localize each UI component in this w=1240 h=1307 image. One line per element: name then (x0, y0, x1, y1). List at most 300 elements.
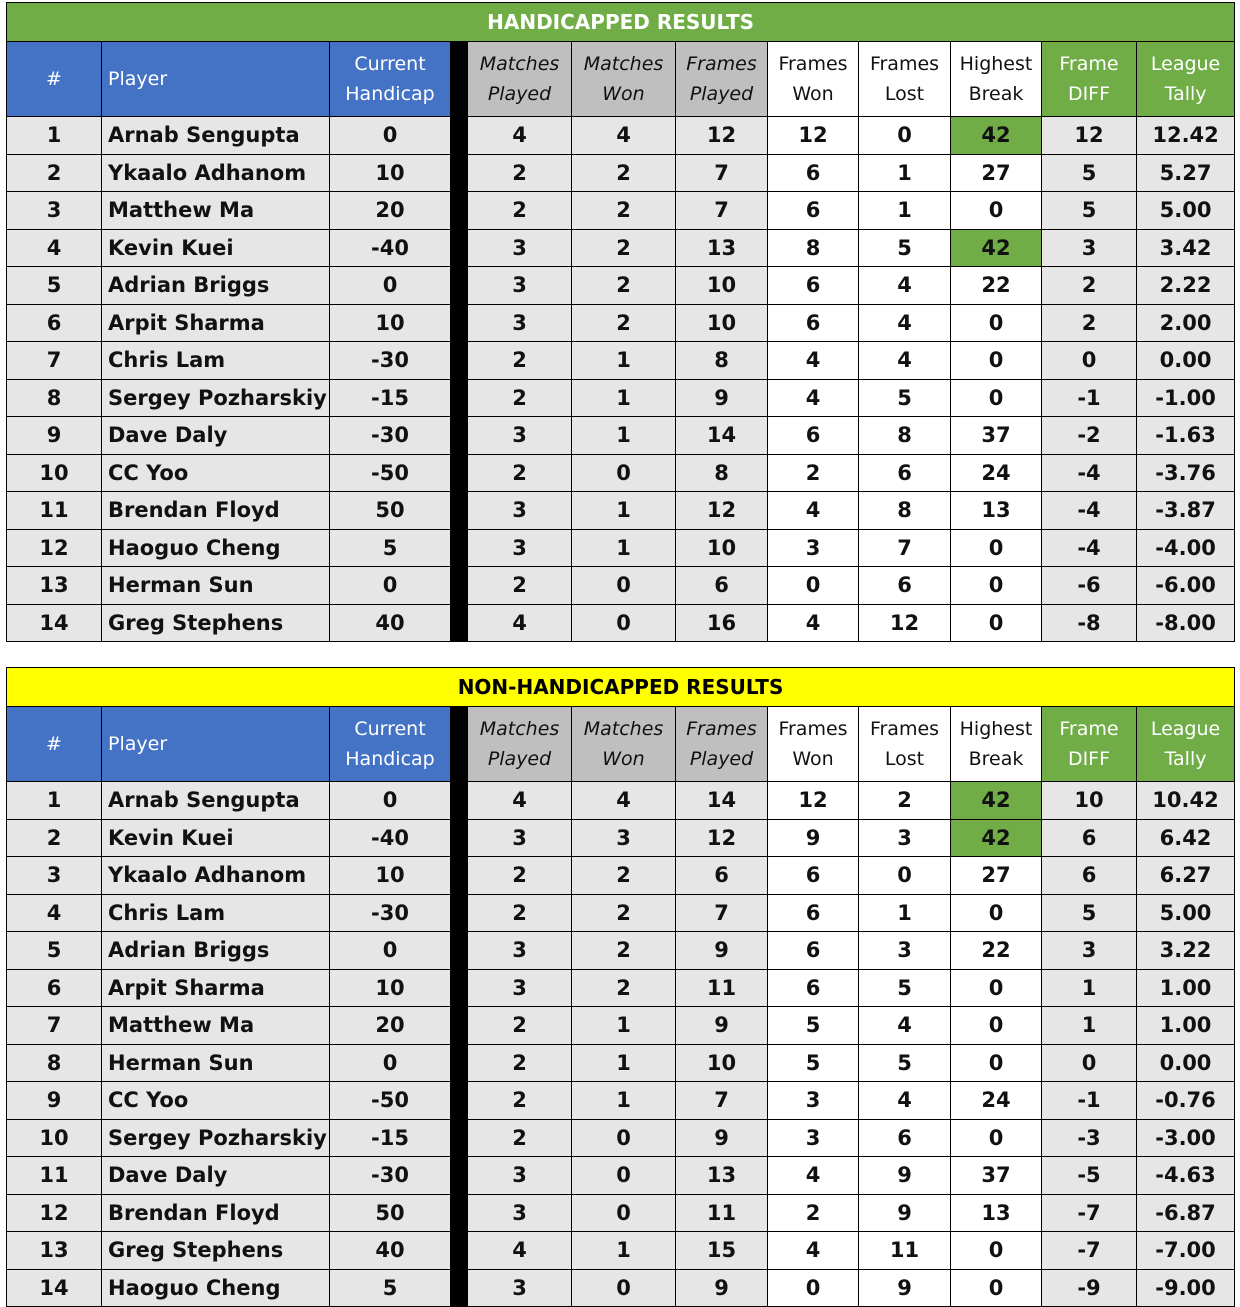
frames-won-cell: 4 (768, 1232, 859, 1270)
league-tally-cell: 1.00 (1137, 1007, 1235, 1045)
matches-played-cell: 2 (468, 1082, 572, 1120)
matches-won-cell: 4 (572, 782, 676, 820)
league-tally-cell: -3.87 (1137, 492, 1235, 530)
player-name-cell: Kevin Kuei (102, 229, 330, 267)
table-row (7, 1194, 1235, 1232)
matches-played-cell: 3 (468, 417, 572, 455)
frames-lost-cell: 9 (859, 1194, 951, 1232)
frames-played-cell: 16 (676, 604, 768, 642)
rank-cell: 6 (7, 969, 102, 1007)
frames-played-cell: 15 (676, 1232, 768, 1270)
frames-won-cell: 4 (768, 604, 859, 642)
league-tally-cell: 5.27 (1137, 154, 1235, 192)
highest-break-cell: 0 (951, 604, 1042, 642)
table-row (7, 932, 1235, 970)
handicap-cell: -15 (330, 379, 451, 417)
league-tally-cell: -6.87 (1137, 1194, 1235, 1232)
highest-break-cell: 0 (951, 894, 1042, 932)
player-name-cell: Chris Lam (102, 894, 330, 932)
matches-played-cell: 2 (468, 894, 572, 932)
frames-won-cell: 6 (768, 857, 859, 895)
frame-diff-cell: -3 (1042, 1119, 1137, 1157)
rank-cell: 7 (7, 1007, 102, 1045)
matches-won-cell: 1 (572, 1007, 676, 1045)
matches-played-cell: 3 (468, 229, 572, 267)
frames-won-cell: 9 (768, 819, 859, 857)
matches-won-cell: 1 (572, 417, 676, 455)
frames-lost-cell: 8 (859, 492, 951, 530)
frame-diff-cell: -4 (1042, 529, 1137, 567)
col-frame-diff-header: Frame DIFF (1042, 707, 1137, 782)
frame-diff-cell: 12 (1042, 117, 1137, 155)
frames-won-cell: 6 (768, 304, 859, 342)
league-tally-cell: -8.00 (1137, 604, 1235, 642)
frame-diff-cell: 5 (1042, 894, 1137, 932)
player-name-cell: Herman Sun (102, 567, 330, 605)
highest-break-cell: 42 (951, 782, 1042, 820)
player-name-cell: Dave Daly (102, 417, 330, 455)
league-tally-cell: 2.22 (1137, 267, 1235, 305)
frames-won-cell: 5 (768, 1007, 859, 1045)
matches-played-cell: 3 (468, 1194, 572, 1232)
column-separator (451, 819, 468, 857)
frame-diff-cell: 0 (1042, 1044, 1137, 1082)
highest-break-cell: 0 (951, 969, 1042, 1007)
header-row (7, 42, 1235, 117)
col-player-header: Player (102, 707, 330, 782)
col-matches-played-header: Matches Played (468, 42, 572, 117)
column-separator (451, 894, 468, 932)
frames-lost-cell: 5 (859, 969, 951, 1007)
table-row (7, 154, 1235, 192)
matches-won-cell: 2 (572, 932, 676, 970)
table-row (7, 267, 1235, 305)
highest-break-cell: 0 (951, 567, 1042, 605)
col-frame-diff-header: Frame DIFF (1042, 42, 1137, 117)
frames-won-cell: 8 (768, 229, 859, 267)
handicap-cell: 0 (330, 1044, 451, 1082)
frame-diff-cell: 2 (1042, 267, 1137, 305)
table-row (7, 567, 1235, 605)
column-separator (451, 1232, 468, 1270)
rank-cell: 14 (7, 604, 102, 642)
league-tally-cell: 5.00 (1137, 192, 1235, 230)
frame-diff-cell: 2 (1042, 304, 1137, 342)
highest-break-cell: 0 (951, 379, 1042, 417)
player-name-cell: Arnab Sengupta (102, 782, 330, 820)
column-separator (451, 42, 468, 117)
table-row (7, 454, 1235, 492)
player-name-cell: Kevin Kuei (102, 819, 330, 857)
table-row (7, 819, 1235, 857)
table-row (7, 1082, 1235, 1120)
highest-break-cell: 0 (951, 1232, 1042, 1270)
frames-played-cell: 12 (676, 117, 768, 155)
handicap-cell: -50 (330, 454, 451, 492)
player-name-cell: Arpit Sharma (102, 304, 330, 342)
handicap-cell: 0 (330, 117, 451, 155)
frames-lost-cell: 9 (859, 1269, 951, 1307)
rank-cell: 14 (7, 1269, 102, 1307)
matches-won-cell: 2 (572, 267, 676, 305)
frames-lost-cell: 5 (859, 379, 951, 417)
col-rank-header: # (7, 42, 102, 117)
matches-won-cell: 3 (572, 819, 676, 857)
frame-diff-cell: -2 (1042, 417, 1137, 455)
frames-played-cell: 7 (676, 1082, 768, 1120)
rank-cell: 5 (7, 932, 102, 970)
handicap-cell: -40 (330, 819, 451, 857)
table-row (7, 1232, 1235, 1270)
frames-played-cell: 14 (676, 417, 768, 455)
frame-diff-cell: -4 (1042, 492, 1137, 530)
frame-diff-cell: -9 (1042, 1269, 1137, 1307)
matches-played-cell: 3 (468, 1157, 572, 1195)
rank-cell: 9 (7, 1082, 102, 1120)
handicap-cell: -15 (330, 1119, 451, 1157)
frame-diff-cell: 3 (1042, 229, 1137, 267)
frames-won-cell: 0 (768, 567, 859, 605)
rank-cell: 6 (7, 304, 102, 342)
highest-break-cell: 0 (951, 342, 1042, 380)
frames-played-cell: 14 (676, 782, 768, 820)
handicap-cell: 5 (330, 1269, 451, 1307)
frames-played-cell: 10 (676, 304, 768, 342)
matches-won-cell: 1 (572, 1082, 676, 1120)
col-matches-played-header: Matches Played (468, 707, 572, 782)
handicap-cell: 0 (330, 932, 451, 970)
frames-played-cell: 9 (676, 1119, 768, 1157)
rank-cell: 13 (7, 1232, 102, 1270)
column-separator (451, 1119, 468, 1157)
matches-played-cell: 2 (468, 1044, 572, 1082)
matches-played-cell: 4 (468, 1232, 572, 1270)
player-name-cell: CC Yoo (102, 1082, 330, 1120)
table-row (7, 1007, 1235, 1045)
col-frames-won-header: Frames Won (768, 707, 859, 782)
header-row (7, 707, 1235, 782)
league-tally-cell: 12.42 (1137, 117, 1235, 155)
column-separator (451, 529, 468, 567)
frames-won-cell: 6 (768, 192, 859, 230)
table-row (7, 969, 1235, 1007)
frame-diff-cell: 3 (1042, 932, 1137, 970)
frames-won-cell: 3 (768, 1119, 859, 1157)
handicap-cell: 20 (330, 1007, 451, 1045)
table-row (7, 894, 1235, 932)
league-tally-cell: -3.76 (1137, 454, 1235, 492)
frames-won-cell: 6 (768, 932, 859, 970)
column-separator (451, 492, 468, 530)
player-name-cell: Sergey Pozharskiy (102, 1119, 330, 1157)
league-tally-cell: 6.42 (1137, 819, 1235, 857)
matches-played-cell: 3 (468, 304, 572, 342)
table-row (7, 604, 1235, 642)
matches-played-cell: 2 (468, 379, 572, 417)
highest-break-cell: 27 (951, 154, 1042, 192)
frames-lost-cell: 4 (859, 342, 951, 380)
column-separator (451, 342, 468, 380)
frames-lost-cell: 0 (859, 117, 951, 155)
handicap-cell: 40 (330, 604, 451, 642)
frames-won-cell: 6 (768, 154, 859, 192)
col-frames-played-header: Frames Played (676, 707, 768, 782)
col-frames-lost-header: Frames Lost (859, 707, 951, 782)
frame-diff-cell: 5 (1042, 154, 1137, 192)
col-matches-won-header: Matches Won (572, 42, 676, 117)
frames-won-cell: 2 (768, 454, 859, 492)
frames-played-cell: 9 (676, 1269, 768, 1307)
highest-break-cell: 0 (951, 304, 1042, 342)
column-separator (451, 417, 468, 455)
player-name-cell: Brendan Floyd (102, 492, 330, 530)
table-row (7, 417, 1235, 455)
handicap-cell: 20 (330, 192, 451, 230)
matches-won-cell: 0 (572, 567, 676, 605)
matches-played-cell: 2 (468, 342, 572, 380)
frame-diff-cell: -7 (1042, 1232, 1137, 1270)
col-frames-won-header: Frames Won (768, 42, 859, 117)
table-row (7, 1269, 1235, 1307)
frames-played-cell: 10 (676, 267, 768, 305)
matches-played-cell: 2 (468, 857, 572, 895)
highest-break-cell: 0 (951, 1269, 1042, 1307)
frames-played-cell: 9 (676, 1007, 768, 1045)
frames-played-cell: 6 (676, 857, 768, 895)
table-row (7, 304, 1235, 342)
frame-diff-cell: -7 (1042, 1194, 1137, 1232)
rank-cell: 4 (7, 229, 102, 267)
rank-cell: 1 (7, 117, 102, 155)
col-handicap-header: Current Handicap (330, 42, 451, 117)
frames-won-cell: 3 (768, 529, 859, 567)
rank-cell: 7 (7, 342, 102, 380)
frames-played-cell: 7 (676, 154, 768, 192)
player-name-cell: Herman Sun (102, 1044, 330, 1082)
matches-won-cell: 0 (572, 1157, 676, 1195)
rank-cell: 2 (7, 154, 102, 192)
column-separator (451, 1269, 468, 1307)
frames-played-cell: 12 (676, 492, 768, 530)
rank-cell: 4 (7, 894, 102, 932)
column-separator (451, 1044, 468, 1082)
frames-played-cell: 8 (676, 454, 768, 492)
frames-played-cell: 9 (676, 932, 768, 970)
matches-played-cell: 4 (468, 782, 572, 820)
frame-diff-cell: 1 (1042, 969, 1137, 1007)
frames-won-cell: 4 (768, 492, 859, 530)
highest-break-cell: 0 (951, 192, 1042, 230)
player-name-cell: Ykaalo Adhanom (102, 857, 330, 895)
frames-lost-cell: 7 (859, 529, 951, 567)
matches-won-cell: 0 (572, 1269, 676, 1307)
matches-played-cell: 3 (468, 492, 572, 530)
player-name-cell: Arnab Sengupta (102, 117, 330, 155)
handicap-cell: 0 (330, 267, 451, 305)
frames-won-cell: 6 (768, 267, 859, 305)
rank-cell: 8 (7, 379, 102, 417)
rank-cell: 12 (7, 1194, 102, 1232)
column-separator (451, 1082, 468, 1120)
handicap-cell: 10 (330, 969, 451, 1007)
frames-won-cell: 0 (768, 1269, 859, 1307)
column-separator (451, 567, 468, 605)
handicap-cell: 10 (330, 857, 451, 895)
league-tally-cell: -4.63 (1137, 1157, 1235, 1195)
matches-won-cell: 2 (572, 304, 676, 342)
frames-lost-cell: 4 (859, 1082, 951, 1120)
handicapped-results-title: HANDICAPPED RESULTS (7, 3, 1235, 42)
frames-lost-cell: 1 (859, 154, 951, 192)
highest-break-cell: 42 (951, 117, 1042, 155)
matches-won-cell: 2 (572, 857, 676, 895)
table-row (7, 342, 1235, 380)
league-tally-cell: 5.00 (1137, 894, 1235, 932)
player-name-cell: Haoguo Cheng (102, 1269, 330, 1307)
rank-cell: 13 (7, 567, 102, 605)
frames-lost-cell: 3 (859, 932, 951, 970)
rank-cell: 11 (7, 492, 102, 530)
player-name-cell: Matthew Ma (102, 1007, 330, 1045)
league-tally-cell: 10.42 (1137, 782, 1235, 820)
column-separator (451, 857, 468, 895)
frames-won-cell: 4 (768, 379, 859, 417)
matches-played-cell: 2 (468, 192, 572, 230)
handicap-cell: -30 (330, 417, 451, 455)
frames-lost-cell: 4 (859, 304, 951, 342)
handicap-cell: -30 (330, 894, 451, 932)
frame-diff-cell: 5 (1042, 192, 1137, 230)
column-separator (451, 1007, 468, 1045)
column-separator (451, 229, 468, 267)
highest-break-cell: 24 (951, 454, 1042, 492)
frames-lost-cell: 1 (859, 894, 951, 932)
league-tally-cell: 0.00 (1137, 1044, 1235, 1082)
highest-break-cell: 22 (951, 932, 1042, 970)
league-tally-cell: 3.42 (1137, 229, 1235, 267)
col-matches-won-header: Matches Won (572, 707, 676, 782)
frames-lost-cell: 1 (859, 192, 951, 230)
league-tally-cell: -1.00 (1137, 379, 1235, 417)
frames-won-cell: 3 (768, 1082, 859, 1120)
rank-cell: 1 (7, 782, 102, 820)
matches-won-cell: 1 (572, 529, 676, 567)
matches-won-cell: 1 (572, 1232, 676, 1270)
player-name-cell: Adrian Briggs (102, 267, 330, 305)
matches-played-cell: 3 (468, 1269, 572, 1307)
table-row (7, 529, 1235, 567)
matches-played-cell: 3 (468, 529, 572, 567)
frames-played-cell: 7 (676, 894, 768, 932)
frames-lost-cell: 6 (859, 454, 951, 492)
league-tally-cell: -1.63 (1137, 417, 1235, 455)
frame-diff-cell: -5 (1042, 1157, 1137, 1195)
rank-cell: 9 (7, 417, 102, 455)
frames-lost-cell: 4 (859, 1007, 951, 1045)
player-name-cell: Chris Lam (102, 342, 330, 380)
frame-diff-cell: -6 (1042, 567, 1137, 605)
column-separator (451, 1194, 468, 1232)
frame-diff-cell: 6 (1042, 857, 1137, 895)
league-tally-cell: -9.00 (1137, 1269, 1235, 1307)
column-separator (451, 454, 468, 492)
column-separator (451, 707, 468, 782)
frames-played-cell: 10 (676, 529, 768, 567)
league-tally-cell: 3.22 (1137, 932, 1235, 970)
table-row (7, 1157, 1235, 1195)
frames-lost-cell: 6 (859, 567, 951, 605)
frame-diff-cell: -8 (1042, 604, 1137, 642)
table-row (7, 782, 1235, 820)
frames-played-cell: 9 (676, 379, 768, 417)
frames-lost-cell: 2 (859, 782, 951, 820)
matches-won-cell: 1 (572, 342, 676, 380)
column-separator (451, 304, 468, 342)
matches-won-cell: 2 (572, 229, 676, 267)
player-name-cell: Adrian Briggs (102, 932, 330, 970)
column-separator (451, 267, 468, 305)
frame-diff-cell: -1 (1042, 379, 1137, 417)
column-separator (451, 154, 468, 192)
frames-won-cell: 2 (768, 1194, 859, 1232)
rank-cell: 8 (7, 1044, 102, 1082)
frames-won-cell: 12 (768, 782, 859, 820)
highest-break-cell: 0 (951, 1007, 1042, 1045)
frames-won-cell: 4 (768, 1157, 859, 1195)
highest-break-cell: 22 (951, 267, 1042, 305)
frames-played-cell: 6 (676, 567, 768, 605)
league-tally-cell: -7.00 (1137, 1232, 1235, 1270)
rank-cell: 11 (7, 1157, 102, 1195)
col-player-header: Player (102, 42, 330, 117)
col-highest-break-header: Highest Break (951, 42, 1042, 117)
highest-break-cell: 0 (951, 1044, 1042, 1082)
matches-won-cell: 2 (572, 969, 676, 1007)
frames-played-cell: 11 (676, 1194, 768, 1232)
handicap-cell: 10 (330, 154, 451, 192)
frames-played-cell: 13 (676, 1157, 768, 1195)
frame-diff-cell: 1 (1042, 1007, 1137, 1045)
player-name-cell: Greg Stephens (102, 604, 330, 642)
handicap-cell: 5 (330, 529, 451, 567)
matches-played-cell: 4 (468, 604, 572, 642)
col-frames-played-header: Frames Played (676, 42, 768, 117)
column-separator (451, 932, 468, 970)
column-separator (451, 969, 468, 1007)
col-league-tally-header: League Tally (1137, 707, 1235, 782)
player-name-cell: Greg Stephens (102, 1232, 330, 1270)
player-name-cell: Sergey Pozharskiy (102, 379, 330, 417)
player-name-cell: Dave Daly (102, 1157, 330, 1195)
frames-lost-cell: 6 (859, 1119, 951, 1157)
player-name-cell: Ykaalo Adhanom (102, 154, 330, 192)
frames-played-cell: 12 (676, 819, 768, 857)
frames-lost-cell: 9 (859, 1157, 951, 1195)
highest-break-cell: 27 (951, 857, 1042, 895)
col-highest-break-header: Highest Break (951, 707, 1042, 782)
league-tally-cell: 1.00 (1137, 969, 1235, 1007)
highest-break-cell: 0 (951, 1119, 1042, 1157)
frames-won-cell: 5 (768, 1044, 859, 1082)
frames-won-cell: 12 (768, 117, 859, 155)
col-rank-header: # (7, 707, 102, 782)
frames-played-cell: 10 (676, 1044, 768, 1082)
player-name-cell: Matthew Ma (102, 192, 330, 230)
column-separator (451, 782, 468, 820)
frame-diff-cell: 0 (1042, 342, 1137, 380)
column-separator (451, 379, 468, 417)
highest-break-cell: 42 (951, 819, 1042, 857)
